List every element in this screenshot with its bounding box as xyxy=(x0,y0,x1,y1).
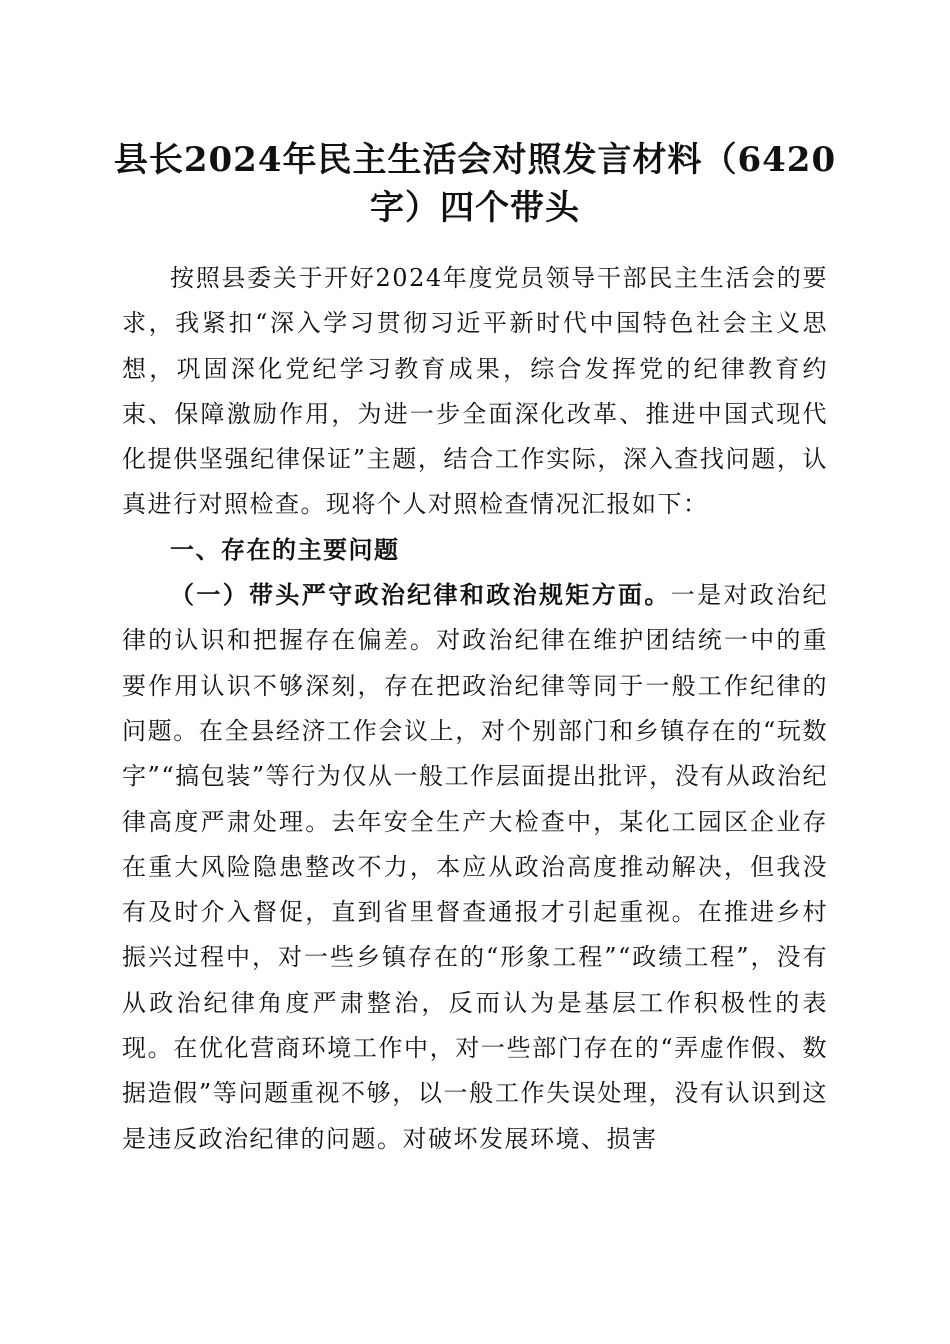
section-heading: 一、存在的主要问题 xyxy=(170,535,400,564)
subsection-text: 一是对政治纪律的认识和把握存在偏差。对政治纪律在维护团结统一中的重要作用认识不够深刻，存在把政治纪律等同于一般工作纪律的问题。在全县经济工作会议上，对个别部门和乡镇存在的“玩数字”“搞包装”等行为仅从一般工作层面提出批评，没有从政治纪律高度严肃处理。去年安全生产大检查中，某化工园区企业存在重大风险隐患整改不力，本应从政治高度推动解决，但我没有及时介入督促，直到省里督查通报才引起重视。在推进乡村振兴过程中，对一些乡镇存在的“形象工程”“政绩工程”，没有从政治纪律角度严肃整治，反而认为是基层工作积极性的表现。在优化营商环境工作中，对一些部门存在的“弄虚作假、数据造假”等问题重视不够，以一般工作失误处理，没有认识到这是违反政治纪律的问题。对破坏发展环境、损害 xyxy=(122,581,829,1153)
subsection-heading: （一）带头严守政治纪律和政治规矩方面。 xyxy=(170,581,671,610)
subsection-paragraph xyxy=(122,573,828,1162)
intro-paragraph: 按照县委关于开好2024年度党员领导干部民主生活会的要求，我紧扣“深入学习贯彻习近平新时代中国特色社会主义思想，巩固深化党纪学习教育成果，综合发挥党的纪律教育约束、保障激励作用，为进一步全面深化改革、推进中国式现代化提供坚强纪律保证”主题，结合工作实际，深入查找问题，认真进行对照检查。现将个人对照检查情况汇报如下： xyxy=(122,264,828,519)
document-body xyxy=(122,256,828,1162)
document-title: 县长2024年民主生活会对照发言材料（6420字）四个带头 xyxy=(113,140,837,228)
